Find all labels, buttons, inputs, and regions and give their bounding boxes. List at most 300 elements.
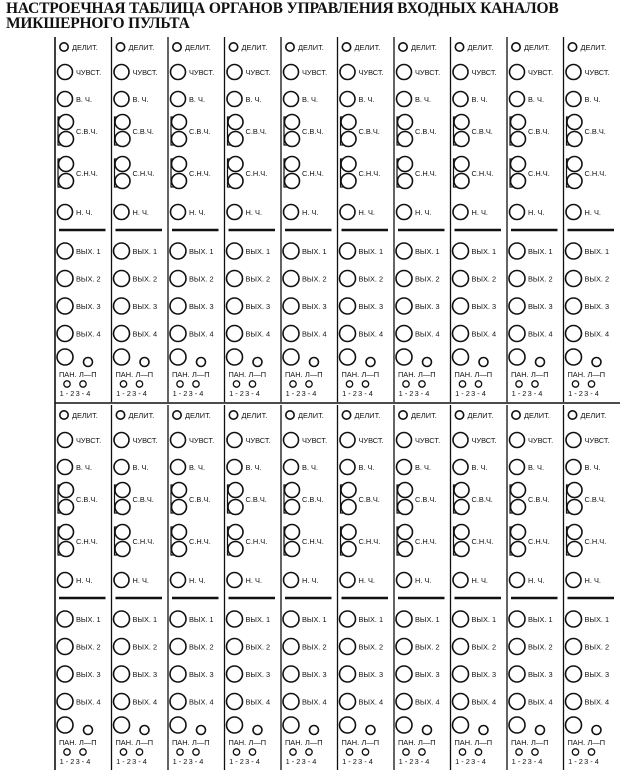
sensitivity-knob[interactable] <box>227 433 242 448</box>
sensitivity-knob[interactable] <box>340 65 355 80</box>
output-knob-4[interactable] <box>453 694 469 710</box>
output-knob-4[interactable] <box>340 694 356 710</box>
output-knob-2[interactable] <box>566 271 582 287</box>
output-knob-2[interactable] <box>57 271 73 287</box>
pan-knob[interactable] <box>566 349 582 365</box>
divider-knob[interactable] <box>399 411 407 419</box>
lr-knob[interactable] <box>479 358 488 367</box>
mid-high-gain-knob[interactable] <box>115 500 130 515</box>
treble-knob[interactable] <box>566 460 581 475</box>
treble-knob[interactable] <box>453 460 468 475</box>
output-knob-2[interactable] <box>340 271 356 287</box>
mid-high-gain-knob[interactable] <box>59 132 74 147</box>
mid-high-gain-knob[interactable] <box>341 132 356 147</box>
lr-knob[interactable] <box>366 726 375 735</box>
output-knob-2[interactable] <box>170 271 186 287</box>
sensitivity-knob[interactable] <box>397 65 412 80</box>
bus-12-button[interactable] <box>290 749 296 755</box>
output-knob-3[interactable] <box>57 298 73 314</box>
output-knob-4[interactable] <box>227 694 243 710</box>
sensitivity-knob[interactable] <box>284 65 299 80</box>
output-knob-3[interactable] <box>509 298 525 314</box>
lr-knob[interactable] <box>140 726 149 735</box>
divider-knob[interactable] <box>229 43 237 51</box>
output-knob-1[interactable] <box>340 243 356 259</box>
output-knob-4[interactable] <box>509 694 525 710</box>
sensitivity-knob[interactable] <box>566 65 581 80</box>
treble-knob[interactable] <box>340 460 355 475</box>
mid-high-gain-knob[interactable] <box>228 500 243 515</box>
pan-knob[interactable] <box>453 717 469 733</box>
channel-strip <box>281 37 332 402</box>
bus-12-button[interactable] <box>64 381 70 387</box>
divider-knob[interactable] <box>116 43 124 51</box>
mid-high-gain-knob[interactable] <box>285 500 300 515</box>
output-knob-3[interactable] <box>453 666 469 682</box>
output-knob-2[interactable] <box>283 271 299 287</box>
output-knob-2[interactable] <box>453 639 469 655</box>
sensitivity-knob[interactable] <box>340 433 355 448</box>
sensitivity-knob[interactable] <box>171 65 186 80</box>
treble-knob[interactable] <box>171 92 186 107</box>
output-label-4: ВЫХ. 4 <box>358 697 384 707</box>
output-knob-1[interactable] <box>227 611 243 627</box>
output-knob-2[interactable] <box>396 639 412 655</box>
bus-12-button[interactable] <box>233 381 239 387</box>
output-knob-4[interactable] <box>283 694 299 710</box>
mid-low-label: С.Н.Ч. <box>358 169 381 178</box>
output-knob-1[interactable] <box>396 611 412 627</box>
output-knob-2[interactable] <box>509 639 525 655</box>
output-knob-3[interactable] <box>227 666 243 682</box>
output-knob-4[interactable] <box>57 694 73 710</box>
treble-knob[interactable] <box>340 92 355 107</box>
mid-low-gain-knob[interactable] <box>59 542 74 557</box>
treble-knob[interactable] <box>114 92 129 107</box>
mid-high-gain-knob[interactable] <box>59 500 74 515</box>
lr-knob[interactable] <box>536 726 545 735</box>
output-knob-1[interactable] <box>396 243 412 259</box>
pan-knob[interactable] <box>57 349 73 365</box>
output-knob-2[interactable] <box>283 639 299 655</box>
mid-low-gain-knob[interactable] <box>228 174 243 189</box>
pan-knob[interactable] <box>453 349 469 365</box>
bus-34-button[interactable] <box>136 749 142 755</box>
output-knob-4[interactable] <box>509 326 525 342</box>
output-knob-4[interactable] <box>114 326 130 342</box>
pan-knob[interactable] <box>227 349 243 365</box>
bass-knob[interactable] <box>453 205 468 220</box>
divider-knob[interactable] <box>60 43 68 51</box>
bass-knob[interactable] <box>58 205 73 220</box>
mid-low-gain-knob[interactable] <box>341 542 356 557</box>
output-knob-1[interactable] <box>114 243 130 259</box>
bus-12-button[interactable] <box>572 381 578 387</box>
treble-knob[interactable] <box>453 92 468 107</box>
output-knob-2[interactable] <box>566 639 582 655</box>
mid-low-gain-knob[interactable] <box>59 174 74 189</box>
divider-knob[interactable] <box>568 411 576 419</box>
output-knob-3[interactable] <box>114 298 130 314</box>
sensitivity-knob[interactable] <box>453 65 468 80</box>
output-knob-2[interactable] <box>114 271 130 287</box>
divider-knob[interactable] <box>455 411 463 419</box>
bass-knob[interactable] <box>114 573 129 588</box>
lr-label: Л—П <box>192 738 210 747</box>
output-knob-3[interactable] <box>340 666 356 682</box>
pan-knob[interactable] <box>340 717 356 733</box>
bus-12-label: 1 - 2 <box>285 757 301 766</box>
treble-knob[interactable] <box>284 460 299 475</box>
output-knob-4[interactable] <box>227 326 243 342</box>
output-knob-4[interactable] <box>566 326 582 342</box>
treble-knob[interactable] <box>58 92 73 107</box>
bus-34-button[interactable] <box>588 381 594 387</box>
sensitivity-knob[interactable] <box>510 433 525 448</box>
pan-knob[interactable] <box>509 349 525 365</box>
mid-low-gain-knob[interactable] <box>115 542 130 557</box>
output-knob-1[interactable] <box>170 243 186 259</box>
output-knob-1[interactable] <box>509 611 525 627</box>
output-knob-3[interactable] <box>170 666 186 682</box>
bus-34-button[interactable] <box>419 749 425 755</box>
mid-high-gain-knob[interactable] <box>398 500 413 515</box>
output-knob-3[interactable] <box>396 666 412 682</box>
bus-12-button[interactable] <box>120 749 126 755</box>
bus-12-button[interactable] <box>233 749 239 755</box>
output-knob-1[interactable] <box>283 611 299 627</box>
bass-knob[interactable] <box>510 205 525 220</box>
mid-high-gain-knob[interactable] <box>567 500 582 515</box>
pan-label: ПАН. <box>511 370 529 379</box>
output-knob-1[interactable] <box>170 611 186 627</box>
treble-label: В. Ч. <box>528 463 545 472</box>
lr-knob[interactable] <box>423 726 432 735</box>
bass-knob[interactable] <box>284 573 299 588</box>
bus-34-button[interactable] <box>362 381 368 387</box>
output-knob-3[interactable] <box>566 666 582 682</box>
pan-knob[interactable] <box>114 717 130 733</box>
lr-knob[interactable] <box>253 358 262 367</box>
bus-12-button[interactable] <box>64 749 70 755</box>
output-knob-4[interactable] <box>283 326 299 342</box>
bus-12-button[interactable] <box>120 381 126 387</box>
output-knob-2[interactable] <box>114 639 130 655</box>
bus-34-button[interactable] <box>80 749 86 755</box>
output-knob-1[interactable] <box>453 611 469 627</box>
output-knob-4[interactable] <box>566 694 582 710</box>
divider-knob[interactable] <box>342 43 350 51</box>
lr-knob[interactable] <box>253 726 262 735</box>
mid-low-gain-knob[interactable] <box>115 174 130 189</box>
bass-knob[interactable] <box>397 205 412 220</box>
bass-knob[interactable] <box>171 205 186 220</box>
bus-34-button[interactable] <box>306 749 312 755</box>
divider-knob[interactable] <box>512 43 520 51</box>
pan-knob[interactable] <box>114 349 130 365</box>
divider-label: ДЕЛИТ. <box>72 411 98 420</box>
bus-12-label: 1 - 2 <box>398 757 414 766</box>
bus-12-button[interactable] <box>403 381 409 387</box>
divider-knob[interactable] <box>286 43 294 51</box>
bus-34-button[interactable] <box>136 381 142 387</box>
treble-knob[interactable] <box>566 92 581 107</box>
divider-knob[interactable] <box>455 43 463 51</box>
treble-knob[interactable] <box>227 92 242 107</box>
output-knob-1[interactable] <box>453 243 469 259</box>
bass-knob[interactable] <box>566 205 581 220</box>
bass-knob[interactable] <box>453 573 468 588</box>
bus-12-label: 1 - 2 <box>59 389 75 398</box>
output-knob-3[interactable] <box>114 666 130 682</box>
mid-high-label: С.В.Ч. <box>76 127 98 136</box>
lr-knob[interactable] <box>536 358 545 367</box>
lr-knob[interactable] <box>592 726 601 735</box>
mid-high-gain-knob[interactable] <box>454 132 469 147</box>
lr-knob[interactable] <box>423 358 432 367</box>
output-knob-3[interactable] <box>340 298 356 314</box>
output-knob-4[interactable] <box>396 326 412 342</box>
mid-high-gain-knob[interactable] <box>454 500 469 515</box>
bass-knob[interactable] <box>510 573 525 588</box>
output-knob-2[interactable] <box>227 639 243 655</box>
mid-high-gain-knob[interactable] <box>285 132 300 147</box>
mid-low-gain-knob[interactable] <box>567 542 582 557</box>
bass-knob[interactable] <box>397 573 412 588</box>
mid-low-gain-knob[interactable] <box>454 542 469 557</box>
mid-high-gain-knob[interactable] <box>228 132 243 147</box>
bus-34-button[interactable] <box>475 749 481 755</box>
output-knob-4[interactable] <box>170 694 186 710</box>
bus-34-button[interactable] <box>532 749 538 755</box>
treble-knob[interactable] <box>114 460 129 475</box>
output-knob-2[interactable] <box>453 271 469 287</box>
mid-low-gain-knob[interactable] <box>285 174 300 189</box>
mid-low-gain-knob[interactable] <box>398 542 413 557</box>
mid-high-gain-knob[interactable] <box>398 132 413 147</box>
treble-knob[interactable] <box>510 460 525 475</box>
output-knob-3[interactable] <box>170 298 186 314</box>
bass-knob[interactable] <box>227 205 242 220</box>
output-knob-4[interactable] <box>340 326 356 342</box>
sensitivity-knob[interactable] <box>114 433 129 448</box>
sensitivity-knob[interactable] <box>171 433 186 448</box>
output-knob-2[interactable] <box>227 271 243 287</box>
treble-knob[interactable] <box>397 460 412 475</box>
lr-knob[interactable] <box>140 358 149 367</box>
output-knob-1[interactable] <box>57 243 73 259</box>
treble-label: В. Ч. <box>471 95 488 104</box>
bus-12-button[interactable] <box>177 749 183 755</box>
mid-low-gain-knob[interactable] <box>511 542 526 557</box>
output-knob-4[interactable] <box>396 694 412 710</box>
mid-low-label: С.Н.Ч. <box>584 169 607 178</box>
divider-knob[interactable] <box>342 411 350 419</box>
bus-12-button[interactable] <box>516 381 522 387</box>
divider-knob[interactable] <box>173 411 181 419</box>
bus-12-button[interactable] <box>403 749 409 755</box>
sensitivity-knob[interactable] <box>510 65 525 80</box>
output-knob-3[interactable] <box>283 298 299 314</box>
pan-knob[interactable] <box>57 717 73 733</box>
output-knob-3[interactable] <box>283 666 299 682</box>
output-knob-1[interactable] <box>283 243 299 259</box>
sensitivity-knob[interactable] <box>453 433 468 448</box>
output-knob-1[interactable] <box>227 243 243 259</box>
output-label-1: ВЫХ. 1 <box>76 615 101 624</box>
divider-knob[interactable] <box>173 43 181 51</box>
mid-high-gain-knob[interactable] <box>511 500 526 515</box>
bus-12-button[interactable] <box>459 381 465 387</box>
bass-knob[interactable] <box>171 573 186 588</box>
divider-knob[interactable] <box>568 43 576 51</box>
mid-high-gain-knob[interactable] <box>172 132 187 147</box>
bus-34-button[interactable] <box>80 381 86 387</box>
divider-knob[interactable] <box>116 411 124 419</box>
sensitivity-knob[interactable] <box>397 433 412 448</box>
treble-label: В. Ч. <box>132 95 149 104</box>
sensitivity-knob[interactable] <box>58 65 73 80</box>
bus-34-button[interactable] <box>532 381 538 387</box>
output-knob-3[interactable] <box>566 298 582 314</box>
mid-low-gain-knob[interactable] <box>454 174 469 189</box>
mid-low-gain-knob[interactable] <box>398 174 413 189</box>
pan-knob[interactable] <box>227 717 243 733</box>
output-knob-3[interactable] <box>227 298 243 314</box>
treble-knob[interactable] <box>227 460 242 475</box>
output-knob-4[interactable] <box>114 694 130 710</box>
mid-high-gain-knob[interactable] <box>115 132 130 147</box>
output-knob-4[interactable] <box>57 326 73 342</box>
bus-12-button[interactable] <box>290 381 296 387</box>
pan-knob[interactable] <box>170 349 186 365</box>
divider-knob[interactable] <box>60 411 68 419</box>
bus-12-button[interactable] <box>177 381 183 387</box>
bass-knob[interactable] <box>340 573 355 588</box>
sensitivity-knob[interactable] <box>566 433 581 448</box>
divider-knob[interactable] <box>399 43 407 51</box>
bass-knob[interactable] <box>340 205 355 220</box>
output-label-3: ВЫХ. 3 <box>358 302 384 311</box>
mid-high-gain-knob[interactable] <box>511 132 526 147</box>
pan-knob[interactable] <box>283 349 299 365</box>
bus-12-button[interactable] <box>459 749 465 755</box>
pan-knob[interactable] <box>509 717 525 733</box>
output-knob-1[interactable] <box>509 243 525 259</box>
lr-knob[interactable] <box>366 358 375 367</box>
lr-knob[interactable] <box>84 726 93 735</box>
output-knob-2[interactable] <box>509 271 525 287</box>
bus-12-button[interactable] <box>516 749 522 755</box>
output-knob-2[interactable] <box>396 271 412 287</box>
mid-low-gain-knob[interactable] <box>172 542 187 557</box>
bus-34-button[interactable] <box>249 749 255 755</box>
mid-high-gain-knob[interactable] <box>567 132 582 147</box>
output-knob-3[interactable] <box>396 298 412 314</box>
treble-knob[interactable] <box>171 460 186 475</box>
mid-high-gain-knob[interactable] <box>172 500 187 515</box>
output-knob-1[interactable] <box>566 611 582 627</box>
pan-knob[interactable] <box>283 717 299 733</box>
bus-34-button[interactable] <box>475 381 481 387</box>
mid-low-gain-knob[interactable] <box>511 174 526 189</box>
output-knob-1[interactable] <box>57 611 73 627</box>
bass-knob[interactable] <box>284 205 299 220</box>
treble-knob[interactable] <box>284 92 299 107</box>
treble-knob[interactable] <box>510 92 525 107</box>
pan-knob[interactable] <box>566 717 582 733</box>
sensitivity-knob[interactable] <box>114 65 129 80</box>
bus-34-button[interactable] <box>419 381 425 387</box>
bus-34-button[interactable] <box>306 381 312 387</box>
mid-high-label: С.В.Ч. <box>415 495 437 504</box>
mid-low-gain-knob[interactable] <box>172 174 187 189</box>
pan-knob[interactable] <box>170 717 186 733</box>
output-knob-3[interactable] <box>57 666 73 682</box>
lr-knob[interactable] <box>197 726 206 735</box>
divider-knob[interactable] <box>229 411 237 419</box>
bus-12-button[interactable] <box>572 749 578 755</box>
mid-low-label: С.Н.Ч. <box>302 169 324 178</box>
bus-12-button[interactable] <box>346 381 352 387</box>
divider-knob[interactable] <box>512 411 520 419</box>
pan-knob[interactable] <box>340 349 356 365</box>
mid-low-label: С.Н.Ч. <box>189 537 211 546</box>
sensitivity-knob[interactable] <box>227 65 242 80</box>
output-knob-2[interactable] <box>340 639 356 655</box>
sensitivity-knob[interactable] <box>284 433 299 448</box>
output-knob-1[interactable] <box>566 243 582 259</box>
lr-knob[interactable] <box>310 358 319 367</box>
output-knob-4[interactable] <box>170 326 186 342</box>
lr-knob[interactable] <box>197 358 206 367</box>
treble-knob[interactable] <box>58 460 73 475</box>
sensitivity-knob[interactable] <box>58 433 73 448</box>
divider-knob[interactable] <box>286 411 294 419</box>
output-knob-2[interactable] <box>170 639 186 655</box>
output-knob-4[interactable] <box>453 326 469 342</box>
bass-knob[interactable] <box>114 205 129 220</box>
output-label-2: ВЫХ. 2 <box>528 274 553 284</box>
mid-high-gain-knob[interactable] <box>341 500 356 515</box>
mid-low-gain-knob[interactable] <box>285 542 300 557</box>
bus-34-button[interactable] <box>588 749 594 755</box>
output-knob-3[interactable] <box>509 666 525 682</box>
lr-knob[interactable] <box>592 358 601 367</box>
output-knob-2[interactable] <box>57 639 73 655</box>
output-knob-1[interactable] <box>114 611 130 627</box>
bass-knob[interactable] <box>566 573 581 588</box>
mid-low-gain-knob[interactable] <box>228 542 243 557</box>
bass-knob[interactable] <box>58 573 73 588</box>
lr-knob[interactable] <box>479 726 488 735</box>
bus-34-button[interactable] <box>193 749 199 755</box>
lr-knob[interactable] <box>310 726 319 735</box>
output-knob-1[interactable] <box>340 611 356 627</box>
pan-knob[interactable] <box>396 717 412 733</box>
lr-knob[interactable] <box>84 358 93 367</box>
mid-low-gain-knob[interactable] <box>567 174 582 189</box>
pan-knob[interactable] <box>396 349 412 365</box>
bus-12-button[interactable] <box>346 749 352 755</box>
mid-low-gain-knob[interactable] <box>341 174 356 189</box>
treble-knob[interactable] <box>397 92 412 107</box>
bus-34-button[interactable] <box>193 381 199 387</box>
bass-knob[interactable] <box>227 573 242 588</box>
output-knob-3[interactable] <box>453 298 469 314</box>
bus-34-button[interactable] <box>362 749 368 755</box>
bus-34-button[interactable] <box>249 381 255 387</box>
